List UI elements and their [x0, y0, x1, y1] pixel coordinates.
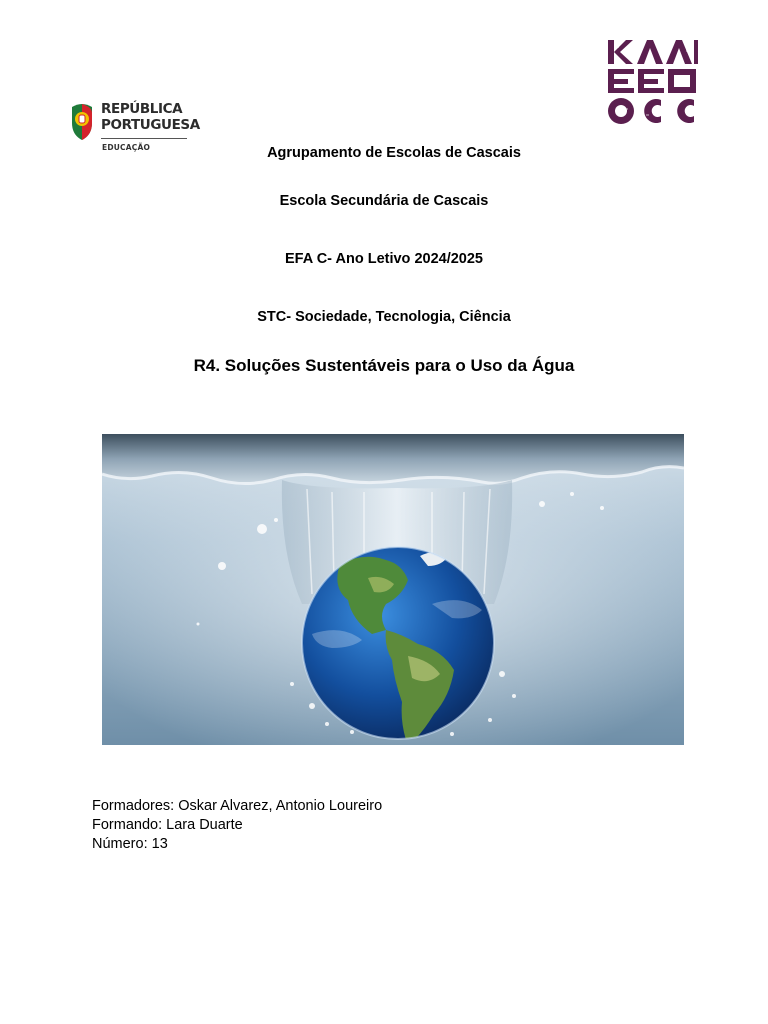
trainee-line: Formando: Lara Duarte — [92, 817, 243, 833]
document-title: R4. Soluções Sustentáveis para o Uso da Água — [193, 356, 575, 375]
trainers-line: Formadores: Oskar Alvarez, Antonio Loureiro — [92, 798, 383, 814]
school-logo-mark — [606, 38, 699, 127]
gov-logo-divider — [101, 138, 187, 139]
school-group-heading: Agrupamento de Escolas de Cascais — [267, 145, 521, 161]
course-year-heading: EFA C- Ano Letivo 2024/2025 — [285, 251, 483, 267]
portugal-emblem-icon — [69, 101, 95, 141]
globe-water-splash-image — [102, 434, 684, 745]
student-number-line: Número: 13 — [92, 836, 168, 852]
gov-logo-line2: PORTUGUESA — [101, 117, 200, 133]
gov-logo-subtitle: EDUCAÇÃO — [102, 143, 151, 152]
credits-block — [92, 797, 382, 854]
module-heading: STC- Sociedade, Tecnologia, Ciência — [257, 309, 511, 325]
school-name-heading: Escola Secundária de Cascais — [279, 193, 489, 209]
gov-logo-line1: REPÚBLICA — [101, 101, 183, 117]
